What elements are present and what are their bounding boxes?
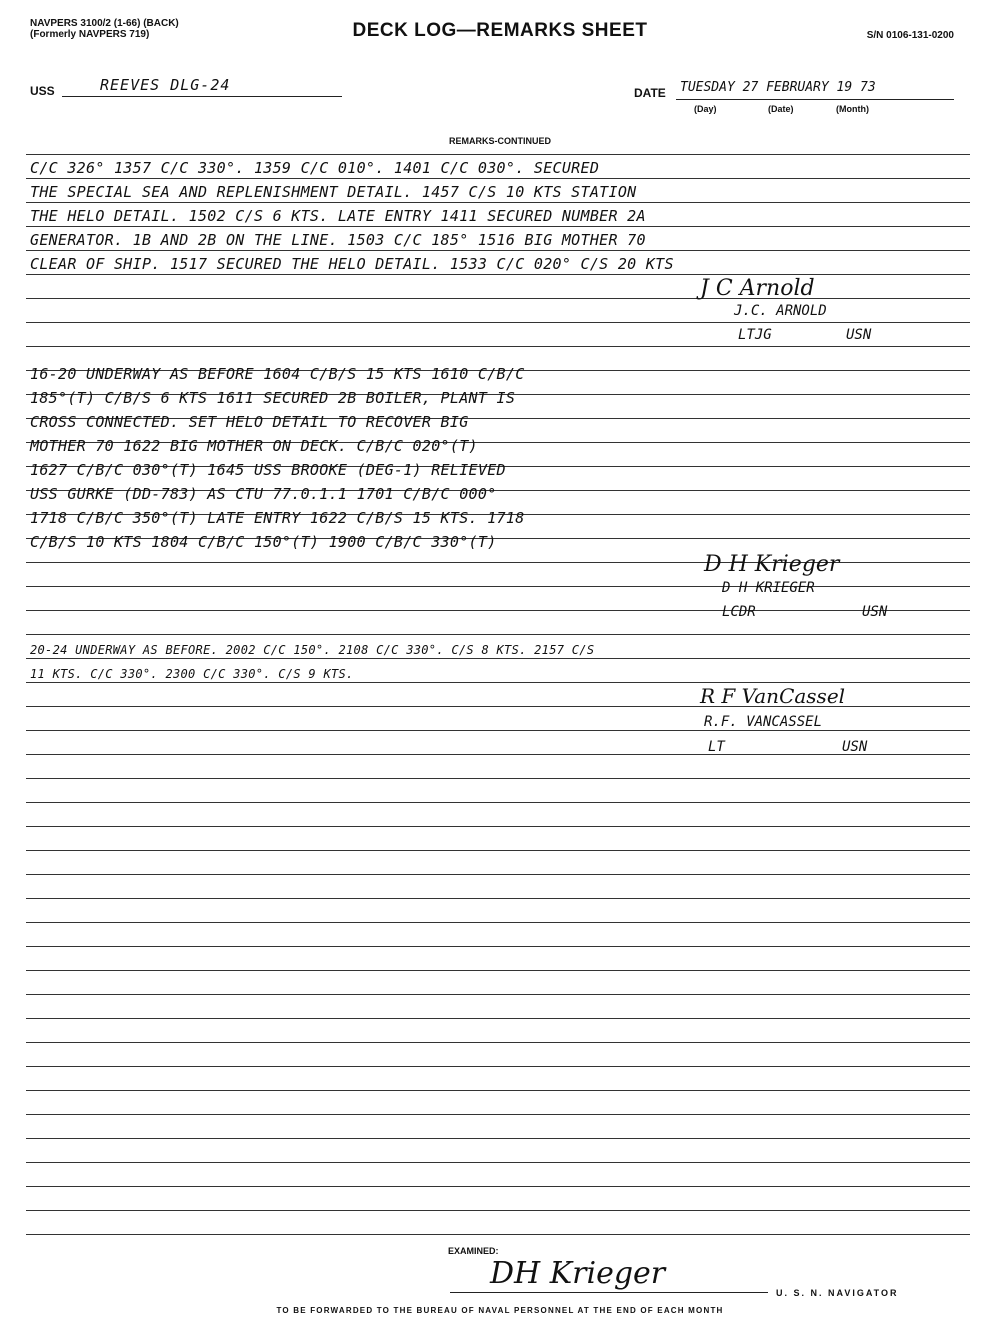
navigator-signature-line [450,1292,768,1293]
navigator-label: U. S. N. NAVIGATOR [776,1288,899,1298]
officer-service: USN [842,739,868,755]
uss-underline [62,96,342,97]
form-id-line-1: NAVPERS 3100/2 (1-66) (BACK) [30,18,179,29]
examined-label: EXAMINED: [448,1246,499,1256]
ruled-line [26,730,970,731]
forward-note: TO BE FORWARDED TO THE BUREAU OF NAVAL PERSONNEL AT THE END OF EACH MONTH [276,1306,724,1315]
ruled-line [26,1066,970,1067]
day-caption: (Day) [694,104,717,114]
ruled-line [26,586,970,587]
ruled-line [26,1042,970,1043]
ruled-line [26,1162,970,1163]
officer-service: USN [862,604,888,620]
log-line: C/B/S 10 KTS 1804 C/B/C 150°(T) 1900 C/B/C 330°(T) [30,533,497,551]
ruled-line [26,1018,970,1019]
ruled-line [26,658,970,659]
ruled-line [26,178,970,179]
ruled-line [26,154,970,155]
ruled-line [26,850,970,851]
ruled-line [26,1234,970,1235]
ruled-line [26,634,970,635]
officer-rank: LT [708,739,725,755]
ruled-line [26,682,970,683]
officer-name: D H KRIEGER [722,580,815,596]
ruled-line [26,970,970,971]
ruled-line [26,1090,970,1091]
ruled-line [26,346,970,347]
date-underline [676,99,954,100]
ruled-line [26,610,970,611]
ruled-line [26,298,970,299]
uss-value: REEVES DLG-24 [100,76,231,94]
log-line: USS GURKE (DD-783) AS CTU 77.0.1.1 1701 C/B/C 000° [30,485,497,503]
ruled-line [26,754,970,755]
month-caption: (Month) [836,104,869,114]
log-line: THE SPECIAL SEA AND REPLENISHMENT DETAIL. 1457 C/S 10 KTS STATION [30,183,637,201]
log-line: 1627 C/B/C 030°(T) 1645 USS BROOKE (DEG-1) RELIEVED [30,461,506,479]
ruled-line [26,826,970,827]
ruled-line [26,1210,970,1211]
uss-label: USS [30,84,55,98]
log-line: THE HELO DETAIL. 1502 C/S 6 KTS. LATE ENTRY 1411 SECURED NUMBER 2A [30,207,646,225]
log-line: 11 KTS. C/C 330°. 2300 C/C 330°. C/S 9 KTS. [30,667,354,681]
ruled-line [26,922,970,923]
officer-signature: J C Arnold [700,276,815,301]
ruled-line [26,802,970,803]
ruled-line [26,202,970,203]
officer-name: J.C. ARNOLD [734,303,827,319]
ruled-line [26,1186,970,1187]
officer-signature: R F VanCassel [700,684,846,708]
remarks-continued: REMARKS-CONTINUED [449,136,551,146]
ruled-line [26,322,970,323]
log-line: 20-24 UNDERWAY AS BEFORE. 2002 C/C 150°. 2108 C/C 330°. C/S 8 KTS. 2157 C/S [30,643,595,657]
ruled-line [26,898,970,899]
officer-rank: LCDR [722,604,756,620]
date-value: TUESDAY 27 FEBRUARY 19 73 [680,80,876,95]
log-line: MOTHER 70 1622 BIG MOTHER ON DECK. C/B/C 020°(T) [30,437,478,455]
ruled-line [26,250,970,251]
ruled-line [26,1114,970,1115]
log-line: C/C 326° 1357 C/C 330°. 1359 C/C 010°. 1401 C/C 030°. SECURED [30,159,600,177]
officer-signature: D H Krieger [704,552,840,577]
date-caption: (Date) [768,104,794,114]
officer-rank: LTJG [738,327,772,343]
ruled-line [26,226,970,227]
ruled-line [26,1138,970,1139]
ruled-line [26,874,970,875]
officer-service: USN [846,327,872,343]
log-line: CLEAR OF SHIP. 1517 SECURED THE HELO DETAIL. 1533 C/C 020° C/S 20 KTS [30,255,674,273]
log-line: GENERATOR. 1B AND 2B ON THE LINE. 1503 C/C 185° 1516 BIG MOTHER 70 [30,231,646,249]
log-line: 16-20 UNDERWAY AS BEFORE 1604 C/B/S 15 KTS 1610 C/B/C [30,365,525,383]
page-title: DECK LOG—REMARKS SHEET [352,20,648,41]
ruled-line [26,274,970,275]
log-line: CROSS CONNECTED. SET HELO DETAIL TO RECOVER BIG [30,413,469,431]
ruled-line [26,778,970,779]
log-line: 1718 C/B/C 350°(T) LATE ENTRY 1622 C/B/S 15 KTS. 1718 [30,509,525,527]
stock-number: S/N 0106-131-0200 [866,30,954,41]
ruled-line [26,946,970,947]
date-label: DATE [634,86,666,100]
ruled-line [26,994,970,995]
navigator-signature: DH Krieger [490,1256,666,1291]
form-id-line-2: (Formerly NAVPERS 719) [30,29,150,40]
officer-name: R.F. VANCASSEL [704,714,823,730]
log-line: 185°(T) C/B/S 6 KTS 1611 SECURED 2B BOILER, PLANT IS [30,389,516,407]
